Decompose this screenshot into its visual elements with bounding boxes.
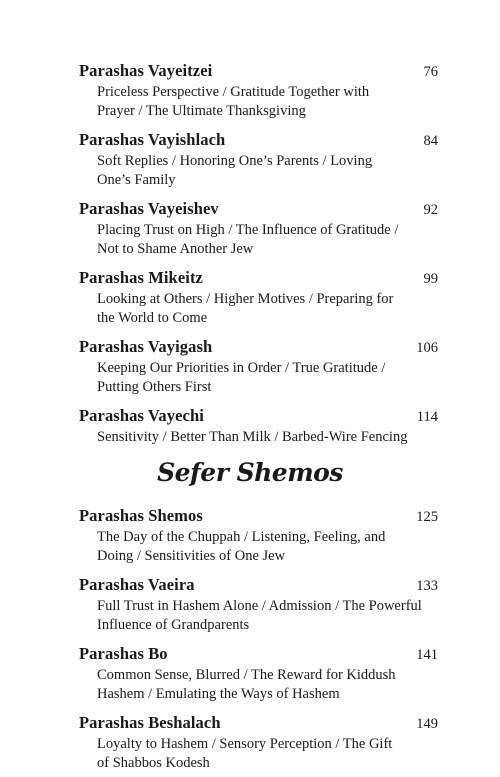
section-heading: Sefer Shemos: [157, 458, 343, 487]
toc-entry-description-line: Placing Trust on High / The Influence of Gratitude /: [97, 222, 399, 238]
toc-entry: [79, 570, 439, 637]
toc-entry-description: [79, 152, 439, 192]
toc-entry-page-number: 114: [416, 409, 438, 425]
toc-entry-header: [79, 639, 439, 668]
toc-entry-page-number: 92: [423, 202, 438, 218]
toc-entry-description-line: One’s Family: [97, 172, 176, 188]
toc-entry: [79, 125, 439, 192]
toc-entry-header: [79, 570, 439, 599]
toc-entry-title: Parashas Mikeitz: [79, 268, 203, 287]
toc-entry-description-line: Sensitivity / Better Than Milk / Barbed-Wire Fencing: [97, 429, 408, 445]
toc-entry-description-line: Prayer / The Ultimate Thanksgiving: [97, 103, 306, 119]
toc-entry-header: [79, 708, 439, 737]
toc-entry-title: Parashas Vayechi: [79, 406, 204, 425]
toc-entry-description: [79, 221, 439, 261]
toc-entry-description-line: Influence of Grandparents: [97, 617, 250, 633]
toc-entry-description-line: Not to Shame Another Jew: [97, 241, 254, 257]
toc-entry-page-number: 149: [416, 716, 438, 732]
toc-entry-header: [79, 125, 439, 154]
toc-entry-description-line: Priceless Perspective / Gratitude Together with: [97, 84, 370, 100]
toc-entry-title: Parashas Vayeishev: [79, 199, 219, 218]
toc-entry-header: [79, 194, 439, 223]
toc-entry-description-line: the World to Come: [97, 310, 208, 326]
toc-entry-title: Parashas Beshalach: [79, 713, 221, 732]
toc-entry-description-line: Looking at Others / Higher Motives / Preparing for: [97, 291, 394, 307]
toc-entry-title: Parashas Vayishlach: [79, 130, 226, 149]
toc-entry: [79, 401, 439, 449]
toc-entry-header: [79, 332, 439, 361]
toc-entry-description-line: of Shabbos Kodesh: [97, 755, 210, 771]
toc-entry: [79, 501, 439, 568]
toc-entry: [79, 263, 439, 330]
toc-entry: [79, 708, 439, 775]
toc-entry-page-number: 84: [423, 133, 438, 149]
toc-entry-title: Parashas Vayigash: [79, 337, 213, 356]
toc-entry-description-line: Keeping Our Priorities in Order / True Gratitude /: [97, 360, 386, 376]
table-of-contents: [79, 56, 439, 777]
toc-entry-header: [79, 263, 439, 292]
toc-entry-page-number: 141: [416, 647, 438, 663]
toc-entry-description-line: Hashem / Emulating the Ways of Hashem: [97, 686, 340, 702]
toc-entry-header: [79, 401, 439, 430]
toc-entry-description-line: Loyalty to Hashem / Sensory Perception / The Gift: [97, 736, 393, 752]
toc-entry-page-number: 99: [423, 271, 438, 287]
toc-entry-title: Parashas Vayeitzei: [79, 61, 213, 80]
toc-entry-description: [79, 428, 439, 449]
toc-entry: [79, 332, 439, 399]
toc-entry-description-line: Soft Replies / Honoring One’s Parents / Loving: [97, 153, 373, 169]
toc-entry-description: [79, 735, 439, 775]
toc-entry-description-line: Putting Others First: [97, 379, 212, 395]
toc-entry-description: [79, 83, 439, 123]
toc-entry-description-line: The Day of the Chuppah / Listening, Feeling, and: [97, 529, 386, 545]
toc-entry-page-number: 106: [416, 340, 438, 356]
toc-entry-header: [79, 56, 439, 85]
toc-entry-description: [79, 359, 439, 399]
toc-entry-description: [79, 597, 439, 637]
toc-entry-title: Parashas Bo: [79, 644, 168, 663]
toc-group-sefer-bereishis: [79, 56, 439, 449]
toc-entry-header: [79, 501, 439, 530]
toc-entry-description-line: Common Sense, Blurred / The Reward for Kiddush: [97, 667, 396, 683]
toc-entry: [79, 639, 439, 706]
toc-entry-description: [79, 666, 439, 706]
toc-group-sefer-shemos: [79, 501, 439, 775]
toc-entry-page-number: 125: [416, 509, 438, 525]
toc-entry: [79, 194, 439, 261]
toc-entry-page-number: 133: [416, 578, 438, 594]
toc-entry-description: [79, 290, 439, 330]
toc-entry: [79, 56, 439, 123]
toc-entry-title: Parashas Vaeira: [79, 575, 195, 594]
toc-entry-description-line: Full Trust in Hashem Alone / Admission / The Powerful: [97, 598, 422, 614]
toc-entry-page-number: 76: [423, 64, 438, 80]
toc-entry-title: Parashas Shemos: [79, 506, 203, 525]
toc-entry-description: [79, 528, 439, 568]
toc-entry-description-line: Doing / Sensitivities of One Jew: [97, 548, 286, 564]
